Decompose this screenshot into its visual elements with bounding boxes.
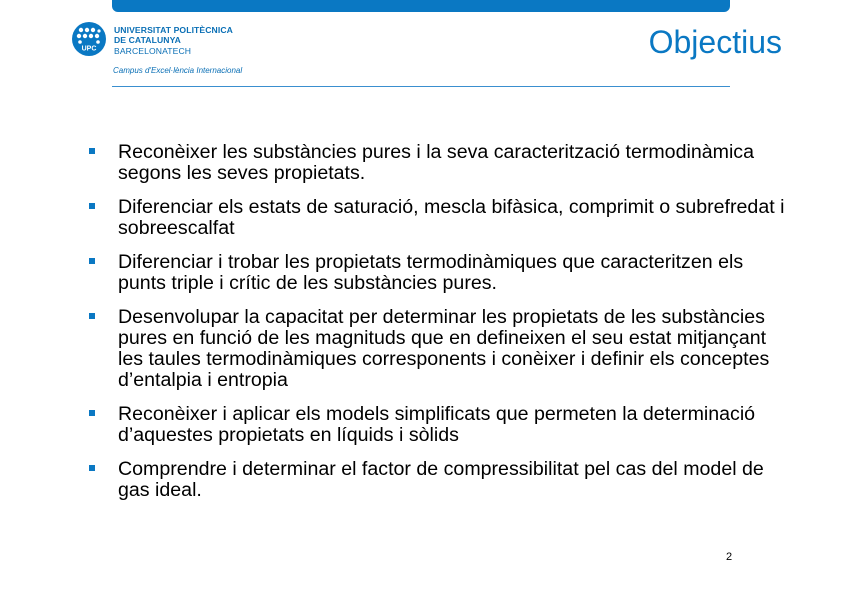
list-item-text: Reconèixer i aplicar els models simplificats que permeten la determinació d’aquestes propietats en líquids i sòlids: [118, 403, 756, 446]
bullet-square-icon: [89, 410, 95, 416]
list-item: [86, 197, 786, 239]
list-item-text: Reconèixer les substàncies pures i la seva caracterització termodinàmica segons les seves propietats.: [118, 141, 754, 184]
university-line-1: UNIVERSITAT POLITÈCNICA: [114, 25, 233, 35]
university-line-3: BARCELONATECH: [114, 45, 192, 56]
bullet-square-icon: [89, 313, 95, 319]
list-item: [86, 459, 786, 501]
list-item-text: Comprendre i determinar el factor de compressibilitat pel cas del model de gas ideal.: [118, 458, 764, 501]
bullet-square-icon: [89, 465, 95, 471]
bullet-square-icon: [89, 258, 95, 264]
list-item: [86, 252, 786, 294]
slide-title: Objectius: [648, 24, 782, 60]
logo-text: UPC: [81, 45, 97, 53]
list-item: [86, 404, 786, 446]
campus-tagline: Campus d'Excel·lència Internacional: [113, 66, 243, 75]
list-item-text: Diferenciar els estats de saturació, mescla bifàsica, comprimit o subrefredat i sobreescalfat: [118, 196, 785, 239]
top-accent-bar: [112, 0, 730, 12]
bullet-square-icon: [89, 148, 95, 154]
bullet-square-icon: [89, 203, 95, 209]
upc-logo-icon: [72, 22, 106, 56]
university-name: [114, 25, 233, 56]
list-item: [86, 307, 786, 391]
list-item: [86, 142, 786, 184]
list-item-text: Desenvolupar la capacitat per determinar les propietats de les substàncies pures en funció de les magnituds que en defineixen el seu estat mitjançant les taules termodinàmiques corresponents i conèixer i definir els conceptes d’entalpia i entropia: [118, 306, 770, 391]
page-number: 2: [726, 551, 733, 563]
university-line-2: DE CATALUNYA: [114, 35, 181, 46]
objectives-list: [86, 142, 786, 514]
header-divider: [112, 86, 730, 87]
list-item-text: Diferenciar i trobar les propietats termodinàmiques que caracteritzen els punts triple i crític de les substàncies pures.: [118, 251, 744, 294]
